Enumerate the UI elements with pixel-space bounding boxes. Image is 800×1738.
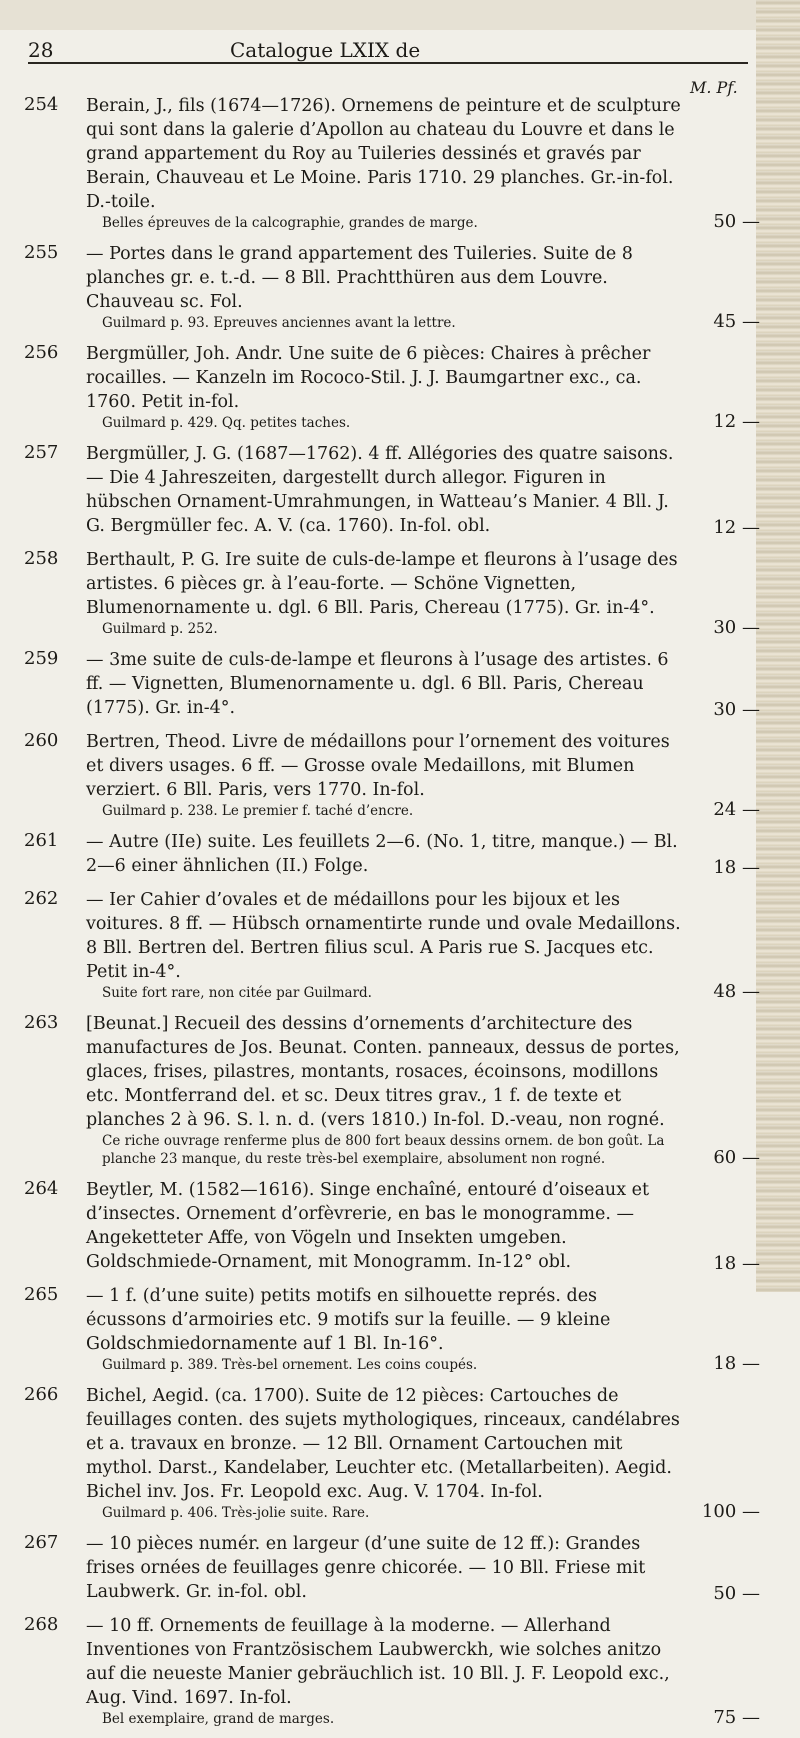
entry-text: Bertren, Theod. Livre de médaillons pour l’ornement des voitures et divers usages. 6 ff. — Grosse ovale Medaillons, mit Blumen verziert. 6 Bll. Paris, vers 1770. In-fol. [86,732,670,800]
running-head: Catalogue LXIX de [230,38,421,62]
catalogue-entry [24,1178,764,1274]
entry-price: 60 — [713,1147,760,1168]
entry-price: 18 — [713,1353,760,1374]
price-column-heading: M. Pf. [690,78,738,97]
entry-note: Bel exemplaire, grand de marges. [102,1711,335,1727]
entry-number: 265 [24,1284,59,1305]
catalogue-entry [24,342,764,432]
entry-price: 50 — [713,1583,760,1604]
entry-price: 100 — [701,1501,760,1522]
catalogue-entries [24,94,764,1738]
entry-price: 48 — [713,981,760,1002]
entry-text: — 10 pièces numér. en largeur (d’une suite de 12 ff.): Grandes frises ornées de feuillages genre chicorée. — 10 Bll. Friese mit Laubwerk. Gr. in-fol. obl. [86,1534,646,1602]
entry-note: Ce riche ouvrage renferme plus de 800 fort beaux dessins ornem. de bon goût. La planche 23 manque, du reste très-bel exemplaire, absolument non rogné. [102,1133,665,1167]
scan-top-band [0,0,756,30]
entry-price: 50 — [713,211,760,232]
entry-text: Bergmüller, Joh. Andr. Une suite de 6 pièces: Chaires à prêcher rocailles. — Kanzeln im Rococo-Stil. J. J. Baumgartner exc., ca. 1760. Petit in-fol. [86,344,651,412]
entry-price: 18 — [713,857,760,878]
entry-number: 259 [24,648,59,669]
entry-price: 45 — [713,311,760,332]
catalogue-entry [24,1614,764,1728]
entry-note: Guilmard p. 389. Très-bel ornement. Les coins coupés. [102,1357,478,1373]
entry-price: 30 — [713,617,760,638]
entry-note: Guilmard p. 406. Très-jolie suite. Rare. [102,1505,370,1521]
entry-number: 264 [24,1178,59,1199]
catalogue-entry [24,1532,764,1604]
entry-price: 24 — [713,799,760,820]
entry-number: 267 [24,1532,59,1553]
entry-text: — 1 f. (d’une suite) petits motifs en silhouette représ. des écussons d’armoiries etc. 9 motifs sur la feuille. — 9 kleine Goldschmiedornamente auf 1 Bl. In-16°. [86,1286,611,1354]
entry-text: Berain, J., fils (1674—1726). Ornemens de peinture et de sculpture qui sont dans la galerie d’Apollon au chateau du Louvre et dans le grand appartement du Roy au Tuileries dessinés et gravés par Berain, Chauveau et Le Moine. Paris 1710. 29 planches. Gr.-in-fol. D.-toile. [86,96,681,212]
entry-number: 254 [24,94,59,115]
entry-text: — Autre (IIe) suite. Les feuillets 2—6. (No. 1, titre, manque.) — Bl. 2—6 einer ähnlichen (II.) Folge. [86,832,678,876]
catalogue-entry [24,648,764,720]
entry-text: Bichel, Aegid. (ca. 1700). Suite de 12 pièces: Cartouches de feuillages conten. des sujets mythologiques, rinceaux, candélabres et a. travaux en bronze. — 12 Bll. Ornament Cartouchen mit mythol. Darst., Kandelaber, Leuchter etc. (Metallarbeiten). Aegid. Bichel inv. Jos. Fr. Leopold exc. Aug. V. 1704. In-fol. [86,1386,680,1502]
entry-price: 75 — [713,1707,760,1728]
entry-price: 18 — [713,1253,760,1274]
catalogue-entry [24,548,764,638]
entry-text: Beytler, M. (1582—1616). Singe enchaîné, entouré d’oiseaux et d’insectes. Ornement d’orfèvrerie, en bas le monogramme. — Angeketteter Affe, von Vögeln und Insekten umgeben. Goldschmiede-Ornament, mit Monogramm. In-12° obl. [86,1180,650,1272]
catalogue-entry [24,1384,764,1522]
page-header [0,30,760,64]
entry-text: — Ier Cahier d’ovales et de médaillons pour les bijoux et les voitures. 8 ff. — Hübsch ornamentirte runde und ovale Medaillons. 8 Bll. Bertren del. Bertren filius scul. A Paris rue S. Jacques etc. Petit in-4°. [86,890,681,982]
entry-price: 30 — [713,699,760,720]
entry-number: 256 [24,342,59,363]
entry-text: — 10 ff. Ornements de feuillage à la moderne. — Allerhand Inventiones von Frantzösischem Laubwerckh, wie solches anitzo auf die neueste Manier gebräuchlich ist. 10 Bll. J. F. Leopold exc., Aug. Vind. 1697. In-fol. [86,1616,670,1708]
entry-note: Guilmard p. 252. [102,621,218,637]
entry-text: [Beunat.] Recueil des dessins d’ornements d’architecture des manufactures de Jos. Beunat. Conten. panneaux, dessus de portes, glaces, frises, pilastres, montants, rosaces, écoinsons, modillons etc. Montferrand del. et sc. Deux titres grav., 1 f. de texte et planches 2 à 96. S. l. n. d. (vers 1810.) In-fol. D.-veau, non rogné. [86,1014,680,1130]
entry-text: — Portes dans le grand appartement des Tuileries. Suite de 8 planches gr. e. t.-d. — 8 Bll. Prachtthüren aus dem Louvre. Chauveau sc. Fol. [86,244,633,312]
entry-note: Guilmard p. 238. Le premier f. taché d’encre. [102,803,414,819]
entry-price: 12 — [713,517,760,538]
entry-number: 257 [24,442,59,463]
entry-number: 261 [24,830,59,851]
catalogue-entry [24,94,764,232]
catalogue-entry [24,442,764,538]
header-rule [28,62,748,64]
catalogue-entry [24,730,764,820]
entry-number: 262 [24,888,59,909]
entry-number: 263 [24,1012,59,1033]
entry-number: 258 [24,548,59,569]
entry-text: — 3me suite de culs-de-lampe et fleurons à l’usage des artistes. 6 ff. — Vignetten, Blumenornamente u. dgl. 6 Bll. Paris, Chereau (1775). Gr. in-4°. [86,650,669,718]
entry-note: Guilmard p. 429. Qq. petites taches. [102,415,351,431]
entry-text: Berthault, P. G. Ire suite de culs-de-lampe et fleurons à l’usage des artistes. 6 pièces gr. à l’eau-forte. — Schöne Vignetten, Blumenornamente u. dgl. 6 Bll. Paris, Chereau (1775). Gr. in-4°. [86,550,678,618]
catalogue-entry [24,1284,764,1374]
catalogue-entry [24,242,764,332]
entry-number: 255 [24,242,59,263]
entry-number: 266 [24,1384,59,1405]
entry-number: 260 [24,730,59,751]
entry-note: Guilmard p. 93. Epreuves anciennes avant la lettre. [102,315,456,331]
entry-note: Belles épreuves de la calcographie, grandes de marge. [102,215,478,231]
entry-price: 12 — [713,411,760,432]
entry-note: Suite fort rare, non citée par Guilmard. [102,985,372,1001]
entry-number: 268 [24,1614,59,1635]
catalogue-entry [24,830,764,878]
entry-text: Bergmüller, J. G. (1687—1762). 4 ff. Allégories des quatre saisons. — Die 4 Jahreszeiten, dargestellt durch allegor. Figuren in hübschen Ornament-Umrahmungen, in Watteau’s Manier. 4 Bll. J. G. Bergmüller fec. A. V. (ca. 1760). In-fol. obl. [86,444,674,536]
page-number: 28 [28,38,54,62]
catalogue-entry [24,888,764,1002]
catalogue-entry [24,1012,764,1168]
